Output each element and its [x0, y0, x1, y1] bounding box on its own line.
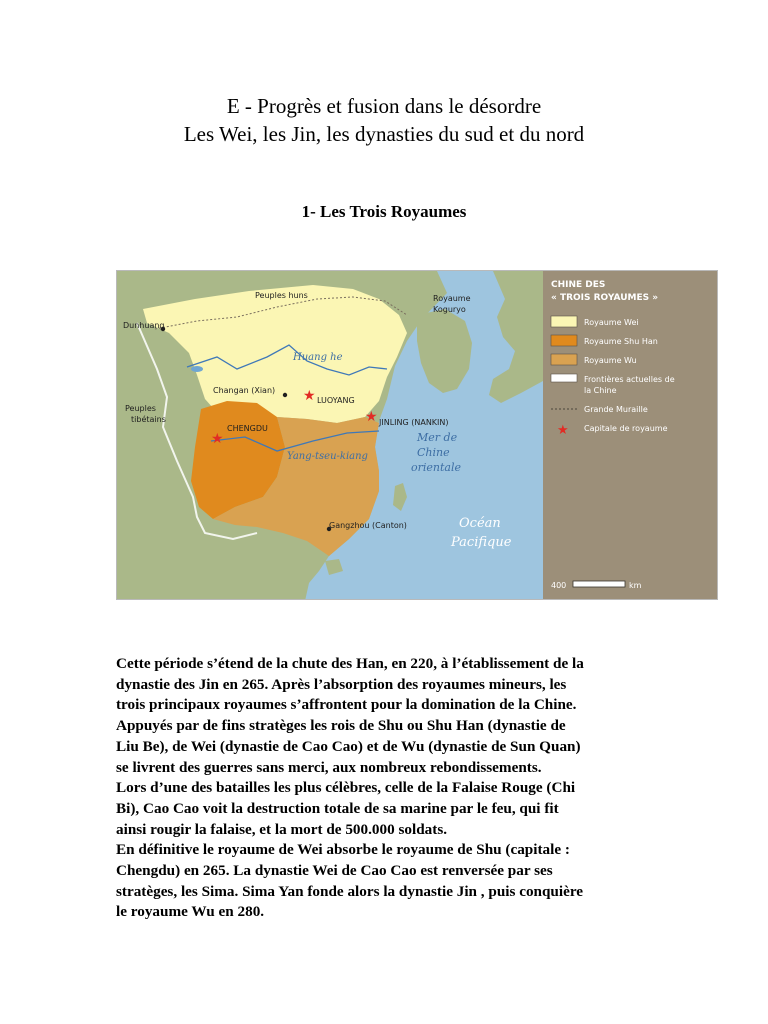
body-line: stratèges, les Sima. Sima Yan fonde alors la dynastie Jin , puis conquière [116, 882, 584, 900]
three-kingdoms-map [116, 270, 718, 600]
legend-label-capital: Capitale de royaume [584, 424, 668, 433]
body-line: En définitive le royaume de Wei absorbe le royaume de Shu (capitale : [116, 841, 570, 859]
legend-label-wu: Royaume Wu [584, 356, 637, 365]
body-line: le royaume Wu en 280. [116, 903, 265, 921]
label-gangzhou: Gangzhou (Canton) [329, 521, 407, 530]
label-luoyang: LUOYANG [317, 396, 355, 405]
label-koguryo-1: Royaume [433, 294, 471, 303]
scale-bar [573, 581, 625, 587]
body-line: trois principaux royaumes s’affrontent pour la domination de la Chine. [116, 696, 577, 714]
body-line: Appuyés par de fins stratèges les rois de Shu ou Shu Han (dynastie de [116, 717, 566, 735]
legend-swatch-shu [551, 335, 577, 346]
body-line: ainsi rougir la falaise, et la mort de 500.000 soldats. [116, 820, 448, 838]
body-line: Cette période s’étend de la chute des Han, en 220, à l’établissement de la [116, 655, 584, 672]
label-chengdu: CHENGDU [227, 424, 268, 433]
label-huns: Peuples huns [255, 291, 308, 300]
legend-title-1: CHINE DES [551, 280, 606, 290]
svg-text:★: ★ [303, 388, 316, 404]
scale-unit: km [629, 581, 642, 590]
label-ocean-2: Pacifique [451, 535, 512, 550]
legend-label-borders-2: la Chine [584, 386, 617, 395]
legend-label-shu: Royaume Shu Han [584, 337, 658, 346]
map-lake [191, 366, 203, 372]
svg-text:★: ★ [365, 409, 378, 425]
capital-star-luoyang [303, 388, 316, 404]
label-tibetains-1: Peuples [125, 404, 156, 413]
label-mer-1: Mer de [417, 431, 458, 444]
label-huang-he: Huang he [293, 352, 343, 363]
page-title-line-1: E - Progrès et fusion dans le désordre [226, 94, 542, 118]
label-changan: Changan (Xian) [213, 386, 276, 395]
legend-title-2: « TROIS ROYAUMES » [551, 293, 659, 303]
capital-star-jinling [365, 409, 378, 425]
page-title-line-2: Les Wei, les Jin, les dynasties du sud et du nord [183, 122, 585, 146]
label-koguryo-2: Koguryo [433, 305, 466, 314]
svg-text:★: ★ [211, 431, 224, 447]
section-title: 1- Les Trois Royaumes [301, 202, 467, 221]
body-paragraph [116, 654, 686, 923]
body-line: dynastie des Jin en 265. Après l’absorption des royaumes mineurs, les [116, 675, 567, 693]
label-yangtse: Yang-tseu-kiang [287, 451, 368, 462]
scale-value: 400 [551, 581, 567, 590]
body-line: Bi), Cao Cao voit la destruction totale de sa marine par le feu, qui fit [116, 799, 559, 817]
capital-star-chengdu [211, 431, 224, 447]
legend-swatch-wei [551, 316, 577, 327]
legend-label-wei: Royaume Wei [584, 318, 639, 327]
city-dot-changan [283, 393, 287, 397]
label-mer-2: Chine [417, 446, 450, 459]
legend-label-wall: Grande Muraille [584, 405, 648, 414]
label-dunhuang: Dunhuang [123, 321, 165, 330]
label-tibetains-2: tibétains [131, 415, 166, 424]
legend-swatch-capital: ★ [557, 423, 569, 438]
legend-swatch-borders [551, 374, 577, 382]
label-jinling: JINLING (NANKIN) [379, 418, 449, 427]
body-line: Chengdu) en 265. La dynastie Wei de Cao Cao est renversée par ses [116, 862, 553, 880]
label-mer-3: orientale [411, 461, 461, 474]
body-line: Lors d’une des batailles les plus célèbres, celle de la Falaise Rouge (Chi [116, 779, 576, 797]
legend-label-borders-1: Frontières actuelles de [584, 375, 675, 384]
body-line: Liu Be), de Wei (dynastie de Cao Cao) et de Wu (dynastie de Sun Quan) [116, 737, 581, 755]
legend-swatch-wu [551, 354, 577, 365]
body-line: se livrent des guerres sans merci, aux nombreux rebondissements. [116, 758, 542, 776]
label-ocean-1: Océan [459, 516, 501, 531]
